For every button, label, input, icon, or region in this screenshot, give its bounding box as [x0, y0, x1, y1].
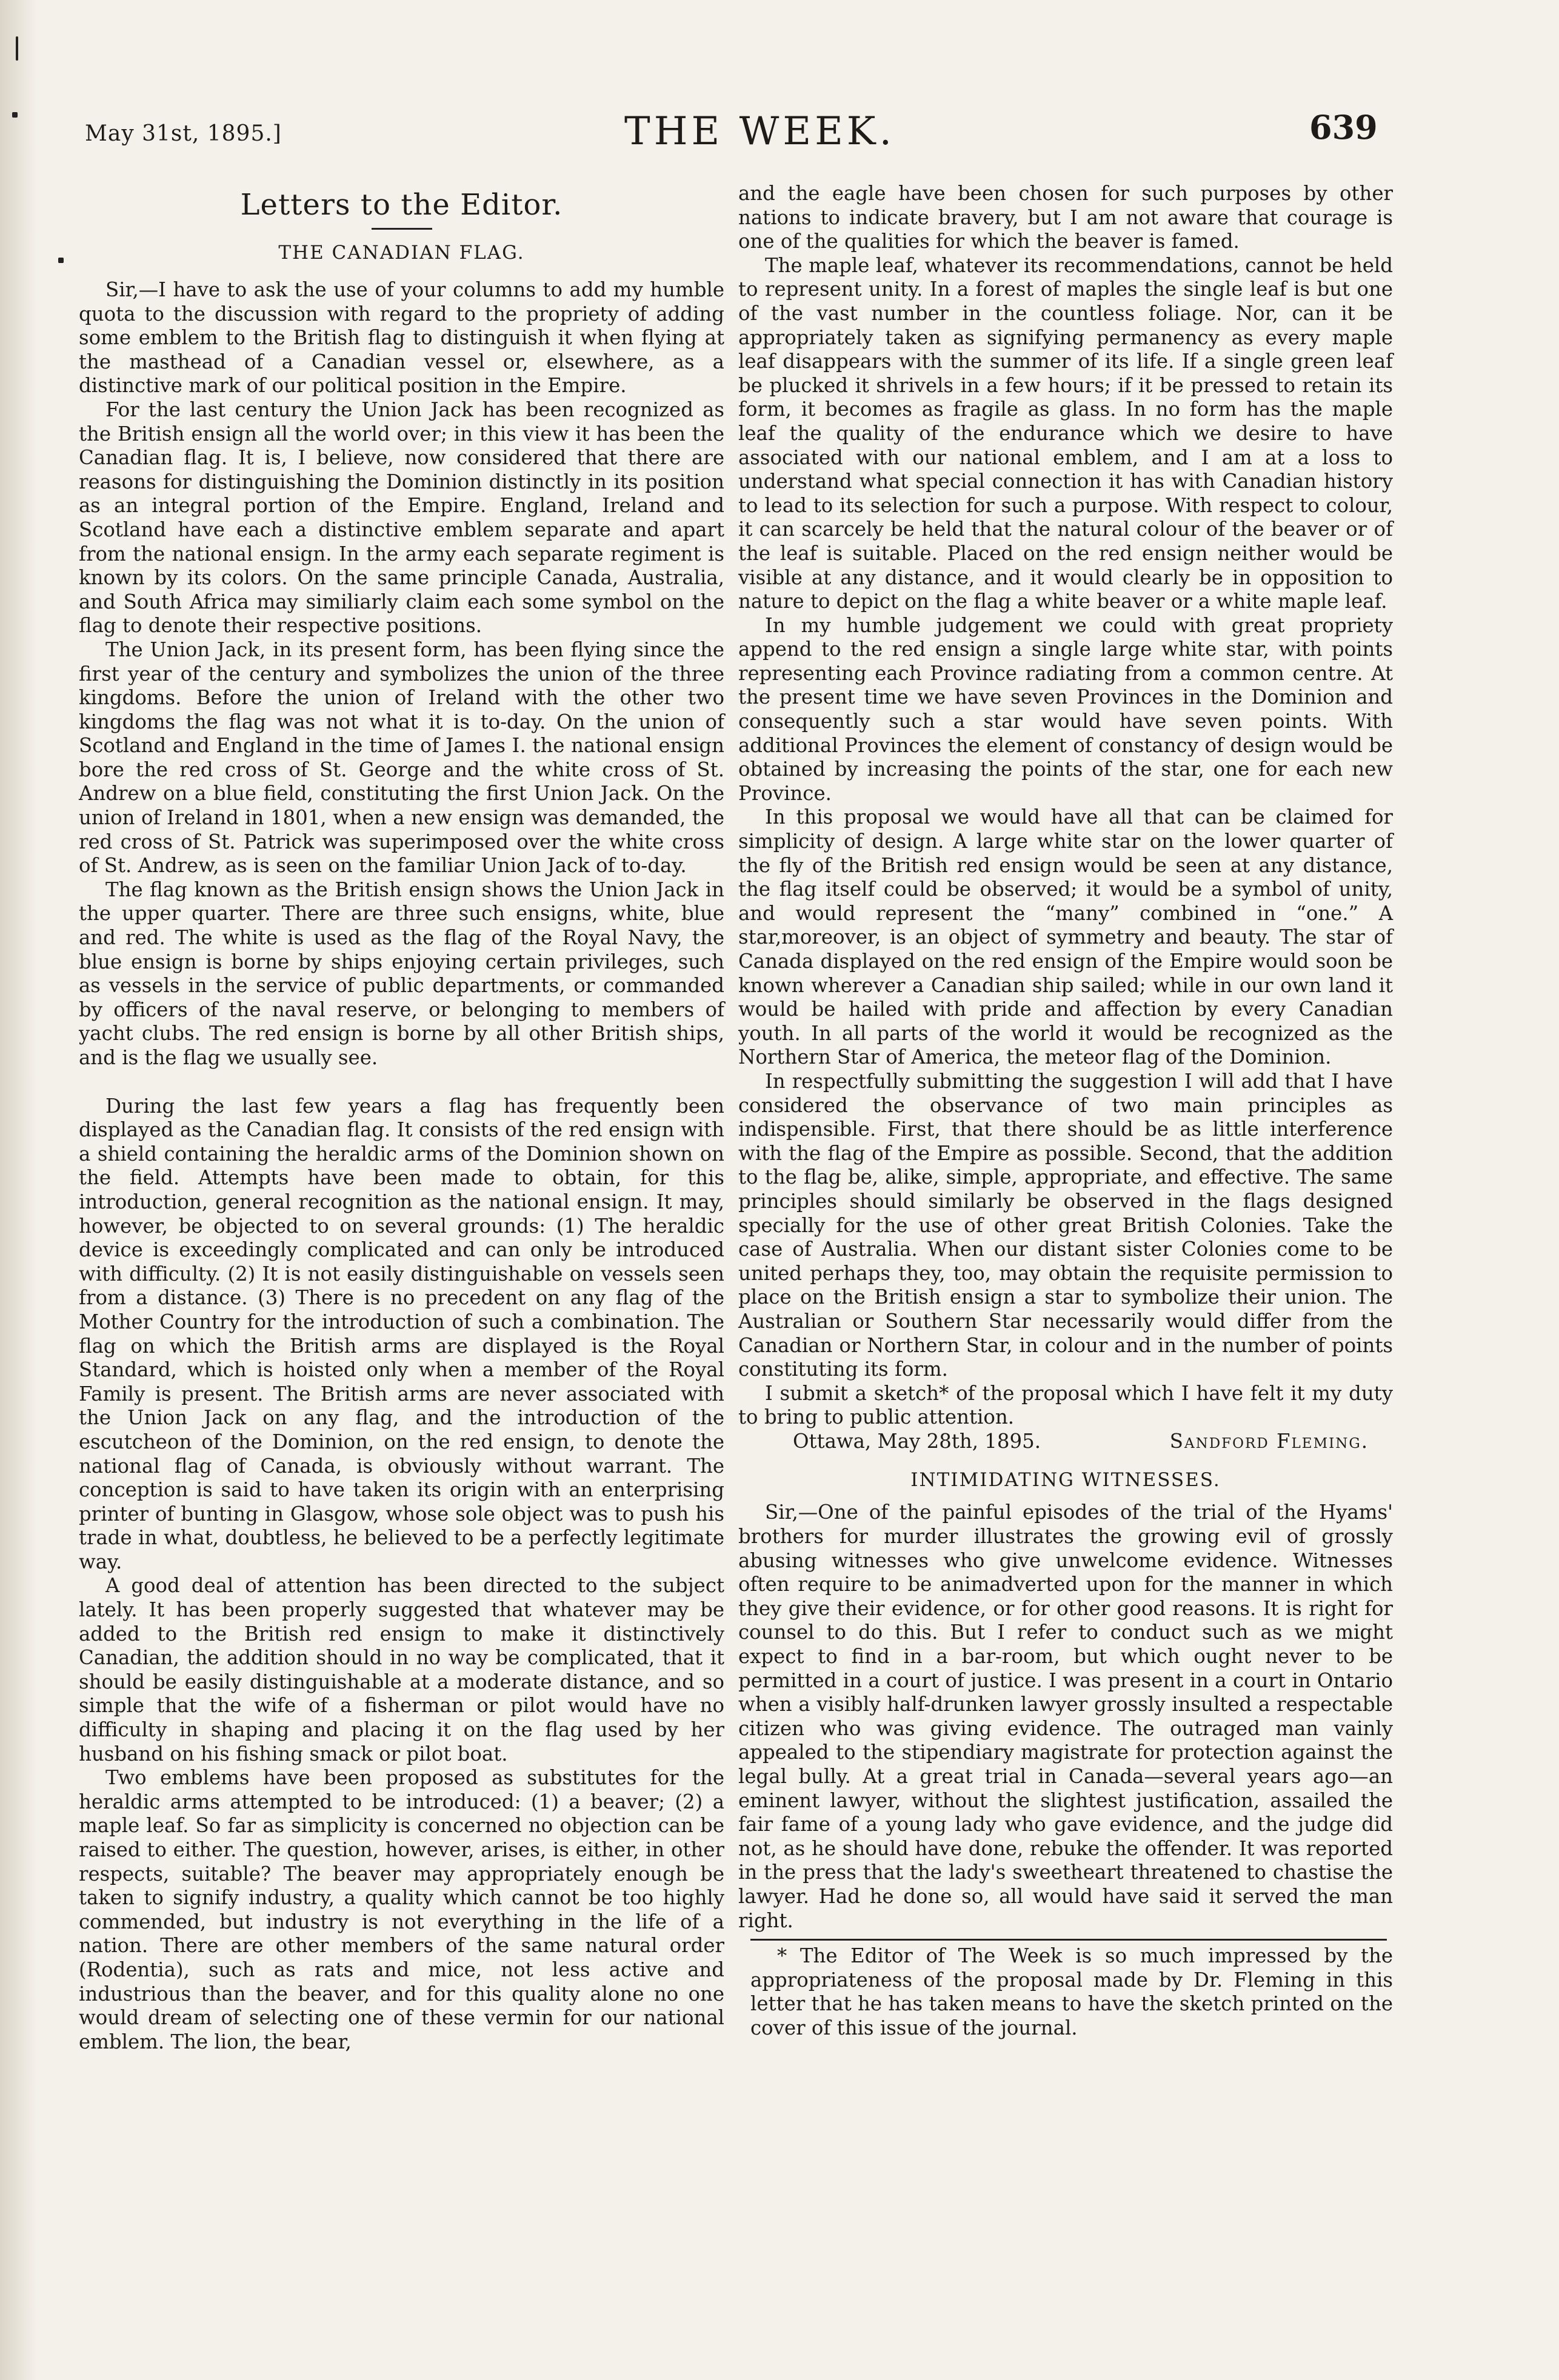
letter-title: INTIMIDATING WITNESSES.: [910, 1469, 1221, 1492]
letter-paragraph: A good deal of attention has been directed to the subject lately. It has been properly suggested that whatever may be added to the British red ensign to make it distinctively Canadian, the addition should in no way be complicated, that it should be easily distinguishable at a moderate distance, and so simple that the wife of a fisherman or pilot would have no difficulty in shaping and placing it on the flag used by her husband on his fishing smack or pilot boat.: [79, 1574, 724, 1765]
footnote-rule: [750, 1939, 1387, 1941]
margin-mark: [58, 258, 64, 263]
editor-footnote: * The Editor of The Week is so much impressed by the appropriateness of the proposal made by Dr. Fleming in this letter that he has taken means to have the sketch printed on the cover of this issue of the journal.: [750, 1944, 1393, 2039]
letter-paragraph: The flag known as the British ensign shows the Union Jack in the upper quarter. There are three such ensigns, white, blue and red. The white is used as the flag of the Royal Navy, the blue ensign is borne by ships enjoying certain privileges, such as vessels in the service of public departments, or commanded by officers of the naval reserve, or belonging to members of yacht clubs. The red ensign is borne by all other British ships, and is the flag we usually see.: [79, 878, 724, 1069]
page-number: 639: [1309, 108, 1378, 147]
letter-paragraph: In this proposal we would have all that can be claimed for simplicity of design. A large white star on the lower quarter of the fly of the British red ensign would be seen at any distance, the flag itself could be observed; it would be a symbol of unity, and would represent the “many” combined in “one.” A star,moreover, is an object of symmetry and beauty. The star of Canada displayed on the red ensign of the Empire would soon be known wherever a Canadian ship sailed; while in our own land it would be hailed with pride and affection by every Canadian youth. In all parts of the world it would be recognized as the Northern Star of America, the meteor flag of the Dominion.: [738, 805, 1393, 1069]
letter-paragraph: During the last few years a flag has frequently been displayed as the Canadian flag. It consists of the red ensign with a shield containing the heraldic arms of the Dominion shown on the field. Attempts have been made to obtain, for this introduction, general recognition as the national ensign. It may, however, be objected to on several grounds: (1) The heraldic device is exceedingly complicated and can only be introduced with difficulty. (2) It is not easily distinguishable on vessels seen from a distance. (3) There is no precedent on any flag of the Mother Country for the introduction of such a combination. The flag on which the British arms are displayed is the Royal Standard, which is hoisted only when a member of the Royal Family is present. The British arms are never associated with the Union Jack on any flag, and the introduction of the escutcheon of the Dominion, on the red ensign, to denote the national flag of Canada, is obviously without warrant. The conception is said to have taken its origin with an enterprising printer of bunting in Glasgow, whose sole object was to push his trade in what, doubtless, he believed to be a perfectly legitimate way.: [79, 1094, 724, 1573]
signature-name: Sandford Fleming.: [1169, 1429, 1369, 1453]
margin-mark: [16, 36, 18, 61]
letter-paragraph: The Union Jack, in its present form, has been flying since the first year of the century and symbolizes the union of the three kingdoms. Before the union of Ireland with the other two kingdoms the flag was not what it is to-day. On the union of Scotland and England in the time of James I. the national ensign bore the red cross of St. George and the white cross of St. Andrew on a blue field, constituting the first Union Jack. On the union of Ireland in 1801, when a new ensign was demanded, the red cross of St. Patrick was superimposed over the white cross of St. Andrew, as is seen on the familiar Union Jack of to-day.: [79, 638, 724, 878]
letter-paragraph: Two emblems have been proposed as substitutes for the heraldic arms attempted to be introduced: (1) a beaver; (2) a maple leaf. So far as simplicity is concerned no objection can be raised to either. The question, however, arises, is either, in other respects, suitable? The beaver may appropriately enough be taken to signify industry, a quality which cannot be too highly commended, but industry is not everything in the life of a nation. There are other members of the same natural order (Rodentia), such as rats and mice, not less active and industrious than the beaver, and for this quality alone no one would dream of selecting one of these vermin for our national emblem. The lion, the bear,: [79, 1766, 724, 2053]
publication-title: THE WEEK.: [624, 109, 895, 154]
signature-place-date: Ottawa, May 28th, 1895.: [793, 1429, 1041, 1453]
section-title: Letters to the Editor.: [240, 188, 563, 222]
page-spine-shadow: [0, 0, 36, 2380]
letter-signature: [738, 1430, 1393, 1454]
left-column: [79, 176, 724, 2054]
right-column: [738, 182, 1393, 2041]
letter-paragraph: In respectfully submitting the suggestion I will add that I have considered the observance of two main principles as indispensible. First, that there should be as little interference with the flag of the Empire as possible. Second, that the addition to the flag be, alike, simple, appropriate, and effective. The same principles should similarly be observed in the flags designed specially for the use of other great British Colonies. Take the case of Australia. When our distant sister Colonies come to be united perhaps they, too, may obtain the requisite permission to place on the British ensign a star to symbolize their union. The Australian or Southern Star necessarily would differ from the Canadian or Northern Star, in colour and in the number of points constituting its form.: [738, 1069, 1393, 1381]
letter-paragraph: For the last century the Union Jack has been recognized as the British ensign all the world over; in this view it has been the Canadian flag. It is, I believe, now considered that there are reasons for distinguishing the Dominion distinctly in its position as an integral portion of the Empire. England, Ireland and Scotland have each a distinctive emblem separate and apart from the national ensign. In the army each separate regiment is known by its colors. On the same principle Canada, Australia, and South Africa may similiarly claim each some symbol on the flag to denote their respective positions.: [79, 398, 724, 638]
letter-paragraph: Sir,—One of the painful episodes of the trial of the Hyams' brothers for murder illustrates the growing evil of grossly abusing witnesses who give unwelcome evidence. Witnesses often require to be animadverted upon for the manner in which they give their evidence, or for other good reasons. It is right for counsel to do this. But I refer to conduct such as we might expect to find in a bar-room, but which ought never to be permitted in a court of justice. I was present in a court in Ontario when a visibly half-drunken lawyer grossly insulted a respectable citizen who was giving evidence. The outraged man vainly appealed to the stipendiary magistrate for protection against the legal bully. At a great trial in Canada—several years ago—an eminent lawyer, without the slightest justification, assailed the fair fame of a young lady who gave evidence, and the judge did not, as he should have done, rebuke the offender. It was reported in the press that the lady's sweetheart threatened to chastise the lawyer. Had he done so, all would have said it served the man right.: [738, 1501, 1393, 1932]
letter-paragraph: Sir,—I have to ask the use of your columns to add my humble quota to the discussion with regard to the propriety of adding some emblem to the British flag to distinguish it when flying at the masthead of a Canadian vessel or, elsewhere, as a distinctive mark of our political position in the Empire.: [79, 278, 724, 398]
letter-paragraph: In my humble judgement we could with great propriety append to the red ensign a single large white star, with points representing each Province radiating from a common centre. At the present time we have seven Provinces in the Dominion and consequently such a star would have seven points. With additional Provinces the element of constancy of design would be obtained by increasing the points of the star, one for each new Province.: [738, 613, 1393, 805]
margin-mark: [12, 112, 18, 118]
letter-title: THE CANADIAN FLAG.: [278, 242, 525, 264]
letter-paragraph: and the eagle have been chosen for such purposes by other nations to indicate bravery, but I am not aware that courage is one of the qualities for which the beaver is famed.: [738, 182, 1393, 253]
letter-paragraph: The maple leaf, whatever its recommendations, cannot be held to represent unity. In a forest of maples the single leaf is but one of the vast number in the countless foliage. Nor, can it be appropriately taken as signifying permanency as every maple leaf disappears with the summer of its life. If a single green leaf be plucked it shrivels in a few hours; if it be pressed to retain its form, it becomes as fragile as glass. In no form has the maple leaf the quality of the endurance which we desire to have associated with our national emblem, and I am at a loss to understand what special connection it has with Canadian history to lead to its selection for such a purpose. With respect to colour, it can scarcely be held that the natural colour of the beaver or of the leaf is suitable. Placed on the red ensign neither would be visible at any distance, and it would clearly be in opposition to nature to depict on the flag a white beaver or a white maple leaf.: [738, 253, 1393, 613]
issue-date: May 31st, 1895.]: [85, 121, 282, 146]
title-rule: [372, 228, 432, 230]
letter-paragraph: I submit a sketch* of the proposal which I have felt it my duty to bring to public attention.: [738, 1381, 1393, 1429]
